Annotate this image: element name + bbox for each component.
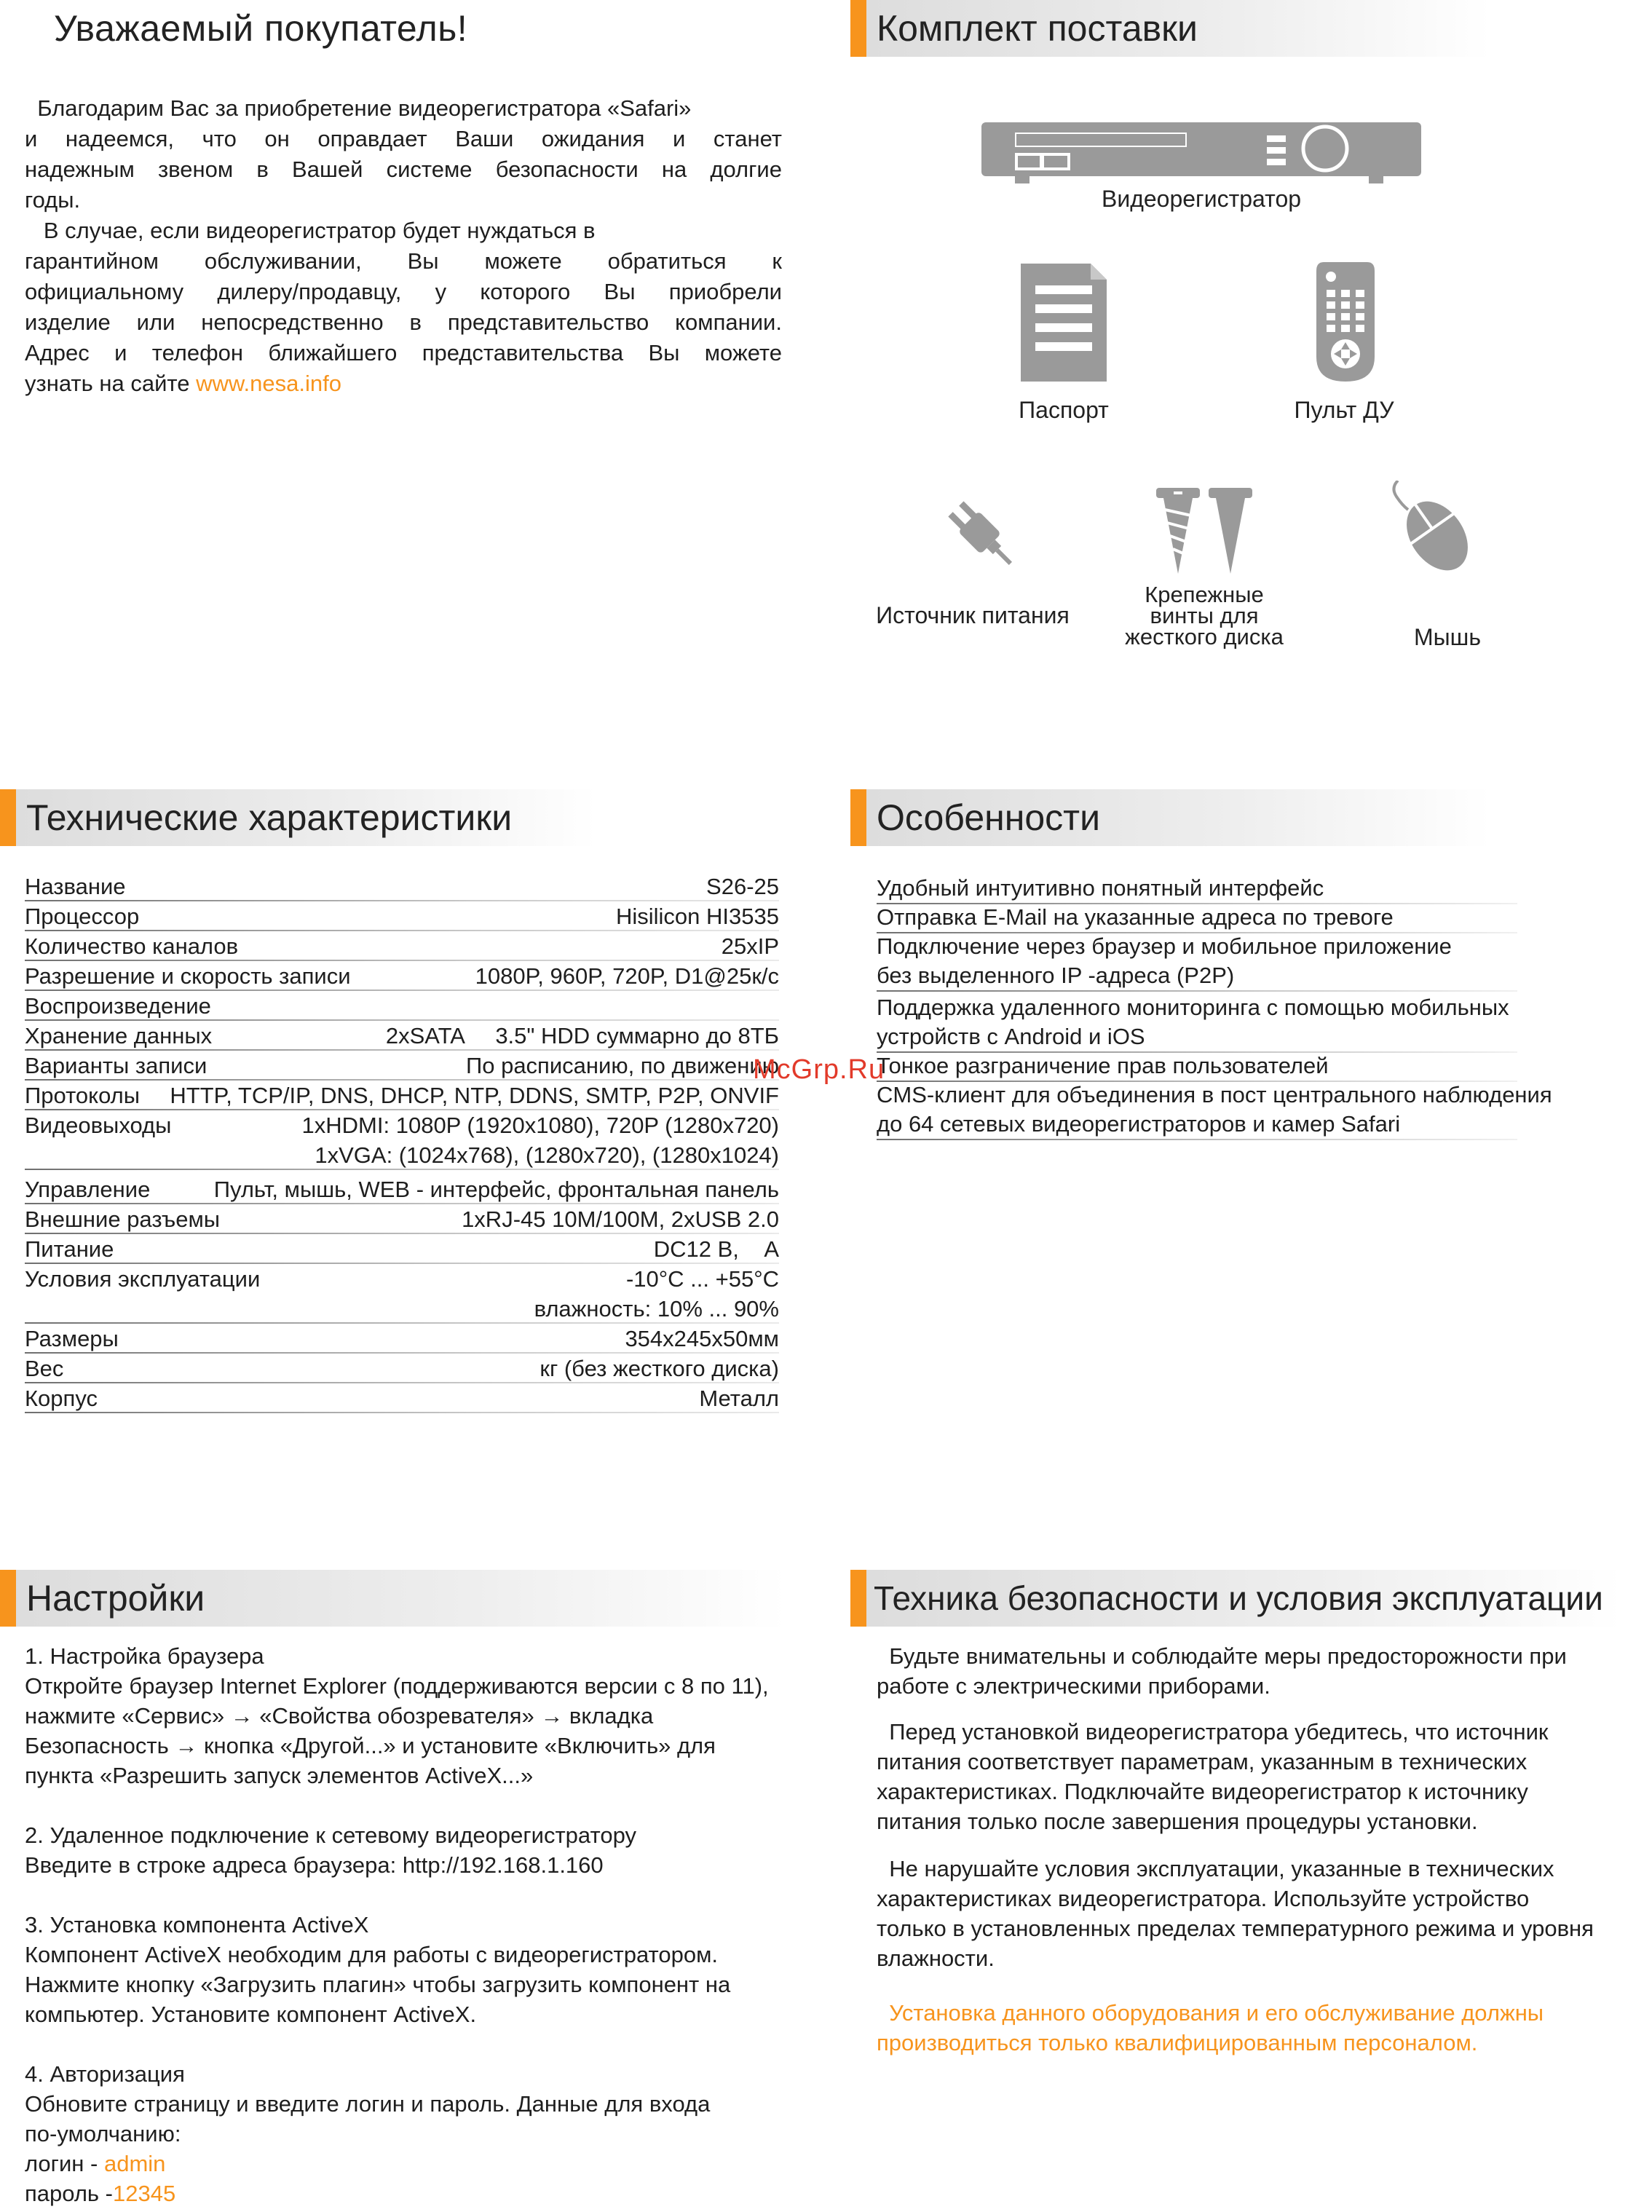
greeting-line: гарантийном обслуживании, Вы можете обратиться к [25, 248, 782, 274]
spec-divider [25, 960, 779, 961]
greeting-line: изделие или непосредственно в представительство компании. [25, 309, 782, 335]
spec-row [25, 902, 779, 931]
spec-value: DC12 В, А [653, 1236, 779, 1262]
login-label: логин - [25, 2151, 104, 2176]
safety-line: питания только после завершения процедуры установки. [877, 1809, 1478, 1834]
remote-icon [1316, 262, 1375, 382]
feature-item: до 64 сетевых видеорегистраторов и камер Safari [877, 1111, 1401, 1137]
greeting-line: годы. [25, 187, 81, 213]
specs-header [0, 789, 597, 846]
spec-key: Процессор [25, 904, 140, 929]
spec-value: влажность: 10% ... 90% [534, 1296, 779, 1322]
greeting-line: надежным звеном в Вашей системе безопасности на долгие [25, 157, 782, 182]
screws-icon [1156, 488, 1252, 574]
spec-value: 1xRJ-45 10M/100M, 2xUSB 2.0 [462, 1206, 779, 1232]
package-header [850, 0, 1491, 57]
spec-divider [25, 1352, 779, 1354]
spec-row [25, 1295, 779, 1324]
warning-line: Установка данного оборудования и его обслуживание должны [877, 2000, 1544, 2026]
settings-line [25, 2029, 811, 2059]
power-plug-icon [944, 498, 1021, 572]
spec-value: 25xIP [721, 933, 779, 959]
spec-key: Хранение данных [25, 1023, 213, 1048]
spec-value: 2xSATA 3.5" HDD суммарно до 8ТБ [385, 1023, 779, 1048]
spec-value: 1xHDMI: 1080P (1920x1080), 720P (1280x720) [301, 1113, 779, 1138]
spec-key: Название [25, 874, 126, 899]
spec-divider [25, 1203, 779, 1204]
mouse-icon [1389, 481, 1474, 571]
spec-key: Питание [25, 1236, 114, 1262]
spec-row [25, 1175, 779, 1204]
spec-row [25, 1324, 779, 1354]
header-accent [0, 1570, 16, 1627]
spec-row [25, 1235, 779, 1264]
feature-divider [877, 1139, 1517, 1140]
spec-divider [25, 1263, 779, 1264]
spec-row [25, 1141, 779, 1170]
settings-line: нажмите «Сервис» → «Свойства обозревателя» → вкладка [25, 1703, 654, 1729]
spec-divider [25, 930, 779, 931]
spec-key: Варианты записи [25, 1053, 208, 1078]
spec-key: Корпус [25, 1386, 98, 1411]
spec-row [25, 872, 779, 901]
settings-line: Обновите страницу и введите логин и пароль. Данные для входа [25, 2091, 711, 2117]
settings-line: компьютер. Установите компонент ActiveX. [25, 2002, 477, 2027]
settings-line [25, 1880, 811, 1910]
spec-divider [25, 1382, 779, 1383]
safety-warning [877, 1998, 1634, 2058]
safety-line: влажности. [877, 1946, 995, 1971]
warning-line: производиться только квалифицированным персоналом. [877, 2030, 1478, 2055]
spec-divider [25, 1049, 779, 1051]
safety-line: питания соответствует параметрам, указанным в технических [877, 1749, 1527, 1774]
safety-para-3 [877, 1854, 1634, 1973]
spec-row [25, 962, 779, 991]
safety-line: Не нарушайте условия эксплуатации, указанные в технических [877, 1856, 1554, 1881]
package-title: Комплект поставки [877, 8, 1198, 49]
feature-divider [877, 990, 1517, 992]
settings-title: Настройки [26, 1578, 205, 1619]
safety-line: только в установленных пределах температурного режима и уровня [877, 1916, 1594, 1941]
greeting-text [25, 93, 782, 399]
spec-value: HTTP, TCP/IP, DNS, DHCP, NTP, DDNS, SMTP, P2P, ONVIF [170, 1083, 779, 1108]
screws-caption-line: винты для [1150, 603, 1259, 628]
spec-row [25, 1022, 779, 1051]
safety-line: Перед установкой видеорегистратора убедитесь, что источник [877, 1719, 1549, 1745]
header-accent [850, 1570, 866, 1627]
feature-item: Отправка E-Mail на указанные адреса по тревоге [877, 904, 1394, 930]
settings-text [25, 1641, 811, 2208]
spec-row [25, 1265, 779, 1294]
spec-value: 354x245x50мм [625, 1326, 779, 1351]
safety-para-2 [877, 1717, 1634, 1836]
dvr-caption: Видеорегистратор [1101, 186, 1302, 212]
spec-value: Hisilicon HI3535 [616, 904, 779, 929]
spec-divider [25, 990, 779, 991]
spec-row [25, 1384, 779, 1413]
spec-key: Управление [25, 1177, 151, 1202]
header-accent [850, 789, 866, 846]
spec-key: Вес [25, 1356, 64, 1381]
spec-divider [25, 1109, 779, 1110]
feature-item: CMS-клиент для объединения в пост центрального наблюдения [877, 1082, 1552, 1107]
greeting-line: и надеемся, что он оправдает Ваши ожидания и станет [25, 126, 782, 151]
passport-caption: Паспорт [1019, 397, 1109, 423]
password-value: 12345 [113, 2181, 176, 2206]
features-title: Особенности [877, 797, 1101, 838]
settings-line: 3. Установка компонента ActiveX [25, 1912, 369, 1938]
features-header [850, 789, 1491, 846]
greeting-title: Уважаемый покупатель! [54, 8, 468, 49]
settings-line: 4. Авторизация [25, 2061, 185, 2087]
settings-line: Введите в строке адреса браузера: http://192.168.1.160 [25, 1852, 604, 1878]
spec-key: Воспроизведение [25, 993, 211, 1019]
remote-caption: Пульт ДУ [1294, 397, 1394, 423]
greeting-line: Благодарим Вас за приобретение видеорегистратора «Safari» [25, 95, 692, 121]
feature-item: Подключение через браузер и мобильное приложение [877, 933, 1452, 959]
header-accent [850, 0, 866, 57]
spec-divider [25, 1019, 779, 1021]
spec-key: Условия эксплуатации [25, 1266, 261, 1292]
settings-line: Откройте браузер Internet Explorer (поддерживаются версии с 8 по 11), [25, 1673, 769, 1699]
greeting-line: официальному дилеру/продавцу, у которого Вы приобрели [25, 279, 782, 304]
settings-line: 1. Настройка браузера [25, 1643, 264, 1669]
greeting-line-last [25, 368, 782, 399]
watermark: McGrp.Ru [753, 1054, 885, 1085]
spec-row [25, 1111, 779, 1140]
website-prefix: узнать на сайте [25, 371, 197, 396]
mouse-caption: Мышь [1414, 624, 1481, 650]
safety-line: характеристиках видеорегистратора. Используйте устройство [877, 1886, 1530, 1911]
settings-line [25, 1790, 811, 1820]
spec-key: Размеры [25, 1326, 119, 1351]
spec-row [25, 1081, 779, 1110]
spec-divider [25, 1169, 779, 1170]
screws-caption-line: жесткого диска [1125, 624, 1284, 649]
power-caption: Источник питания [876, 602, 1070, 628]
safety-line: характеристиках. Подключайте видеорегистратор к источнику [877, 1779, 1528, 1804]
spec-value: S26-25 [706, 874, 779, 899]
specs-title: Технические характеристики [26, 797, 513, 838]
spec-value: Металл [699, 1386, 779, 1411]
spec-value: кг (без жесткого диска) [540, 1356, 779, 1381]
spec-key: Видеовыходы [25, 1113, 172, 1138]
feature-item: устройств с Android и iOS [877, 1024, 1145, 1049]
spec-key: Внешние разъемы [25, 1206, 221, 1232]
spec-value: -10°C ... +55°C [625, 1266, 779, 1292]
safety-line: работе с электрическими приборами. [877, 1673, 1270, 1699]
spec-row [25, 1051, 779, 1081]
safety-header [850, 1570, 1622, 1627]
spec-value: 1080P, 960P, 720P, D1@25к/с [475, 963, 779, 989]
spec-value: 1xVGA: (1024x768), (1280x720), (1280x1024) [315, 1142, 779, 1168]
settings-line: Нажмите кнопку «Загрузить плагин» чтобы загрузить компонент на [25, 1972, 731, 1997]
settings-line: Безопасность → кнопка «Другой...» и установите «Включить» для [25, 1733, 716, 1758]
spec-key: Разрешение и скорость записи [25, 963, 351, 989]
safety-title: Техника безопасности и условия эксплуатации [874, 1579, 1603, 1617]
spec-key: Протоколы [25, 1083, 141, 1108]
safety-para-1 [877, 1641, 1634, 1701]
settings-line: пункта «Разрешить запуск элементов ActiveX...» [25, 1763, 534, 1788]
spec-row [25, 1205, 779, 1234]
login-line [25, 2149, 811, 2179]
website-link[interactable]: www.nesa.info [196, 371, 341, 396]
spec-row [25, 1354, 779, 1383]
spec-divider [25, 1079, 779, 1081]
feature-item: Удобный интуитивно понятный интерфейс [877, 875, 1324, 901]
spec-value: Пульт, мышь, WEB - интерфейс, фронтальная панель [213, 1177, 779, 1202]
spec-divider [25, 1322, 779, 1324]
screws-caption-line: Крепежные [1145, 582, 1264, 607]
safety-line: Будьте внимательны и соблюдайте меры предосторожности при [877, 1643, 1567, 1669]
greeting-line: Адрес и телефон ближайшего представительства Вы можете [25, 340, 782, 366]
settings-header [0, 1570, 786, 1627]
greeting-line: В случае, если видеорегистратор будет нуждаться в [25, 218, 596, 243]
spec-divider [25, 1412, 779, 1413]
settings-line: Компонент ActiveX необходим для работы с видеорегистратором. [25, 1942, 719, 1967]
dvr-icon [981, 119, 1421, 185]
spec-divider [25, 1233, 779, 1234]
login-value: admin [103, 2151, 166, 2176]
spec-key: Количество каналов [25, 933, 239, 959]
password-label: пароль - [25, 2181, 114, 2206]
password-line [25, 2179, 811, 2208]
settings-line: 2. Удаленное подключение к сетевому видеорегистратору [25, 1822, 636, 1848]
spec-divider [25, 900, 779, 901]
feature-item: Тонкое разграничение прав пользователей [877, 1053, 1329, 1078]
screws-caption [1110, 584, 1299, 647]
header-accent [0, 789, 16, 846]
spec-row [25, 932, 779, 961]
feature-item: без выделенного IP -адреса (P2P) [877, 963, 1235, 988]
settings-line: по-умолчанию: [25, 2121, 181, 2146]
feature-item: Поддержка удаленного мониторинга с помощью мобильных [877, 995, 1509, 1020]
spec-value: По расписанию, по движению [465, 1053, 779, 1078]
spec-row [25, 992, 779, 1021]
passport-icon [1021, 264, 1107, 382]
